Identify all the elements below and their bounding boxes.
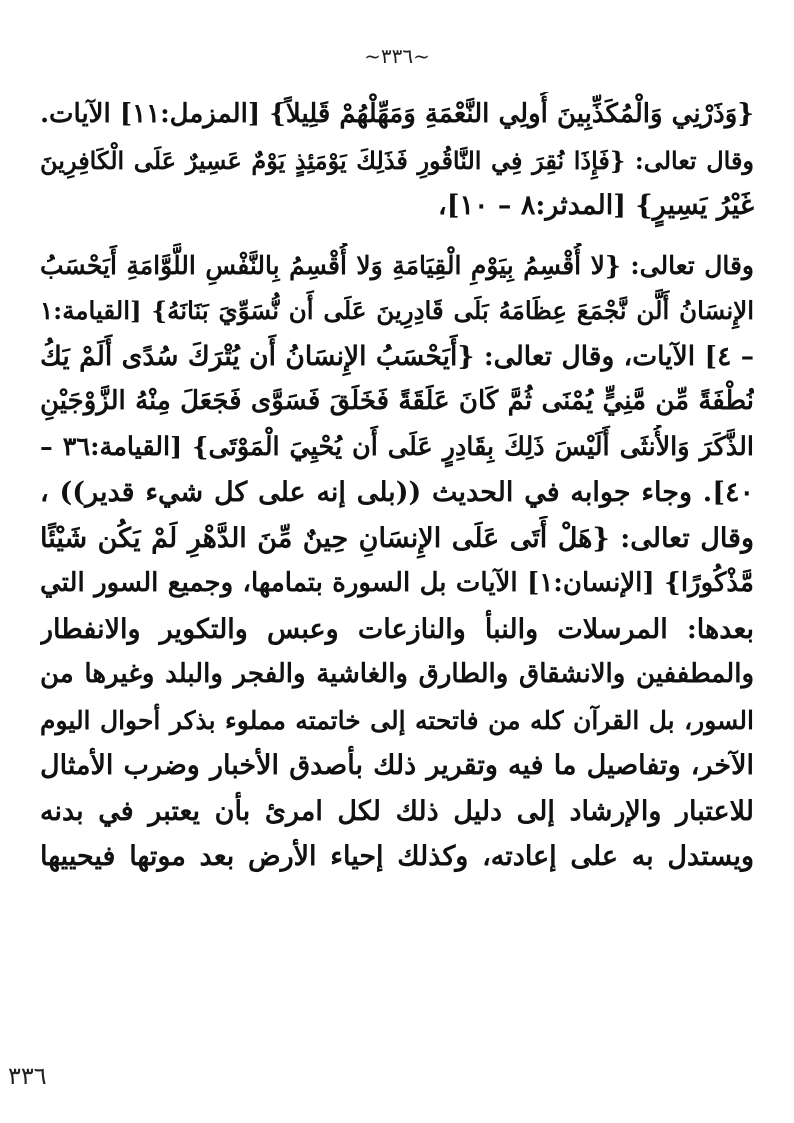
body-text	[40, 92, 754, 880]
text-line: وقال تعالى: {هَلْ أَتَى عَلَى الإِنسَانِ حِينٌ مِّنَ الدَّهْرِ لَمْ يَكُن شَيْئًا	[40, 522, 754, 554]
text-line: مَّذْكُورًا} [الإنسان:١] الآيات بل السورة بتمامها، وجميع السور التي	[40, 568, 754, 598]
text-line: {وَذَرْنِي وَالْمُكَذِّبِينَ أُولِي النَّعْمَةِ وَمَهِّلْهُمْ قَلِيلاً} [المزمل:١١] الآيات.	[40, 99, 754, 129]
text-line: الذَّكَرَ وَالأُنثَى أَلَيْسَ ذَلِكَ بِقَادِرٍ عَلَى أَن يُحْيِيَ الْمَوْتَى} [القيامة:٣٦ –	[40, 431, 754, 462]
text-line: بعدها: المرسلات والنبأ والنازعات وعبس والتكوير والانفطار	[40, 613, 754, 645]
page-number: ٣٣٦	[8, 1062, 47, 1090]
text-line: وقال تعالى: {لا أُقْسِمُ بِيَوْمِ الْقِيَامَةِ وَلا أُقْسِمُ بِالنَّفْسِ اللَّوَّامَةِ أَيَحْسَبُ	[40, 250, 754, 280]
text-line: وقال تعالى: {فَإِذَا نُقِرَ فِي النَّاقُورِ فَذَلِكَ يَوْمَئِذٍ يَوْمٌ عَسِيرٌ عَلَى الْكَافِرِينَ	[40, 145, 754, 175]
text-line: والمطففين والانشقاق والطارق والغاشية والفجر والبلد وغيرها من	[40, 659, 754, 689]
text-line: للاعتبار والإرشاد إلى دليل ذلك لكل امرئ بأن يعتبر في بدنه	[40, 795, 754, 827]
text-line: ويستدل به على إعادته، وكذلك إحياء الأرض بعد موتها فيحييها	[40, 841, 754, 872]
text-line: السور، بل القرآن كله من فاتحته إلى خاتمته مملوء بذكر أحوال اليوم	[40, 705, 754, 735]
text-line: الآخر، وتفاصيل ما فيه وتقرير ذلك بأصدق الأخبار وضرب الأمثال	[40, 750, 754, 781]
paragraph-gap	[40, 229, 754, 243]
text-line: ٤٠]. وجاء جوابه في الحديث ((بلى إنه على كل شيء قدير)) ،	[40, 477, 754, 508]
text-line: نُطْفَةً مِّن مَّنِيٍّ يُمْنَى ثُمَّ كَانَ عَلَقَةً فَخَلَقَ فَسَوَّى فَجَعَلَ مِنْهُ الزَّوْجَيْنِ	[40, 386, 754, 416]
text-line: الإِنسَانُ أَلَّن نَّجْمَعَ عِظَامَهُ بَلَى قَادِرِينَ عَلَى أَن نُّسَوِّيَ بَنَانَهُ} [القيامة:١	[40, 296, 754, 325]
text-line: – ٤] الآيات، وقال تعالى: {أَيَحْسَبُ الإِنسَانُ أَن يُتْرَكَ سُدًى أَلَمْ يَكُ	[40, 340, 754, 372]
text-line: غَيْرُ يَسِيرٍ} [المدثر:٨ – ١٠]،	[438, 190, 754, 221]
page-marker: ~٣٣٦~	[364, 44, 430, 68]
